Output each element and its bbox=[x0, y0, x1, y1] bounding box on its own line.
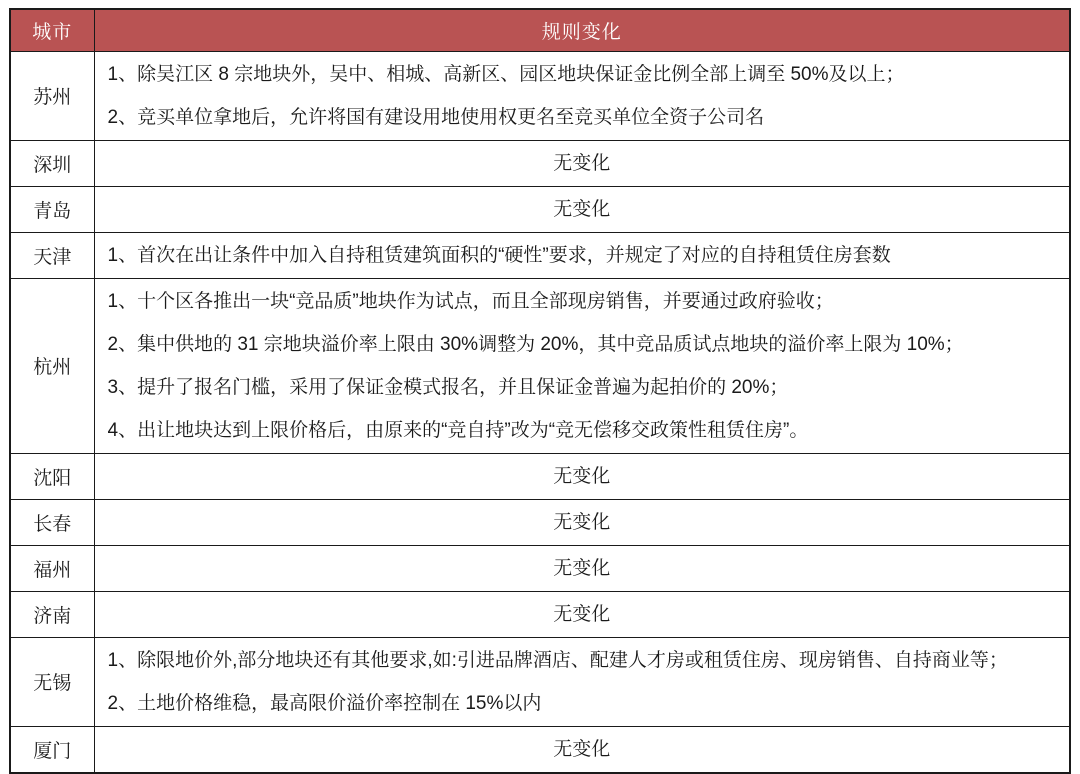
rules-cell bbox=[94, 140, 1070, 186]
rule-text: 无变化 bbox=[553, 603, 611, 625]
rule-text: 无变化 bbox=[553, 465, 611, 487]
rule-text: 2、竞买单位拿地后，允许将国有建设用地使用权更名至竞买单位全资子公司名 bbox=[107, 106, 765, 128]
rule-text: 2、土地价格维稳，最高限价溢价率控制在 15%以内 bbox=[107, 692, 542, 714]
rules-cell bbox=[94, 278, 1070, 453]
city-cell: 福州 bbox=[10, 545, 94, 591]
rule-text: 无变化 bbox=[553, 738, 611, 760]
table-body bbox=[10, 51, 1070, 773]
table-row bbox=[10, 499, 1070, 545]
rule-text: 无变化 bbox=[553, 557, 611, 579]
rule-text: 3、提升了报名门槛，采用了保证金模式报名，并且保证金普遍为起拍价的 20%； bbox=[107, 376, 789, 398]
rule-text: 无变化 bbox=[553, 511, 611, 533]
table-row bbox=[10, 591, 1070, 637]
city-cell: 青岛 bbox=[10, 186, 94, 232]
city-cell: 苏州 bbox=[10, 51, 94, 140]
table-row bbox=[10, 186, 1070, 232]
rule-text: 1、除限地价外,部分地块还有其他要求,如:引进品牌酒店、配建人才房或租赁住房、现房销售、自持商业等； bbox=[107, 649, 1008, 671]
rules-cell bbox=[94, 499, 1070, 545]
rule-text: 无变化 bbox=[553, 152, 611, 174]
rule-text: 4、出让地块达到上限价格后，由原来的“竞自持”改为“竞无偿移交政策性租赁住房”。 bbox=[107, 419, 809, 441]
rule-text: 1、首次在出让条件中加入自持租赁建筑面积的“硬性”要求，并规定了对应的自持租赁住房套数 bbox=[107, 244, 891, 266]
rules-cell bbox=[94, 545, 1070, 591]
table-row bbox=[10, 51, 1070, 140]
table-row bbox=[10, 545, 1070, 591]
table-row bbox=[10, 637, 1070, 726]
rules-cell bbox=[94, 453, 1070, 499]
city-cell: 济南 bbox=[10, 591, 94, 637]
table-row bbox=[10, 278, 1070, 453]
rules-cell bbox=[94, 726, 1070, 773]
rules-cell bbox=[94, 186, 1070, 232]
rule-text: 无变化 bbox=[553, 198, 611, 220]
header-cell-city: 城市 bbox=[10, 9, 94, 51]
rule-text: 1、十个区各推出一块“竞品质”地块作为试点，而且全部现房销售，并要通过政府验收； bbox=[107, 290, 834, 312]
city-cell: 无锡 bbox=[10, 637, 94, 726]
city-cell: 天津 bbox=[10, 232, 94, 278]
rules-cell bbox=[94, 637, 1070, 726]
header-cell-rules: 规则变化 bbox=[94, 9, 1070, 51]
table-header bbox=[10, 9, 1070, 51]
rules-cell bbox=[94, 232, 1070, 278]
table-row bbox=[10, 232, 1070, 278]
table-row bbox=[10, 140, 1070, 186]
rules-cell bbox=[94, 591, 1070, 637]
header-row bbox=[10, 9, 1070, 51]
city-rule-change-table bbox=[9, 8, 1071, 774]
table-row bbox=[10, 453, 1070, 499]
city-cell: 沈阳 bbox=[10, 453, 94, 499]
city-cell: 杭州 bbox=[10, 278, 94, 453]
city-cell: 长春 bbox=[10, 499, 94, 545]
rule-text: 1、除吴江区 8 宗地块外，吴中、相城、高新区、园区地块保证金比例全部上调至 50%及以上； bbox=[107, 63, 905, 85]
city-cell: 深圳 bbox=[10, 140, 94, 186]
rules-cell bbox=[94, 51, 1070, 140]
rule-text: 2、集中供地的 31 宗地块溢价率上限由 30%调整为 20%，其中竞品质试点地块的溢价率上限为 10%； bbox=[107, 333, 964, 355]
city-cell: 厦门 bbox=[10, 726, 94, 773]
table-row bbox=[10, 726, 1070, 773]
